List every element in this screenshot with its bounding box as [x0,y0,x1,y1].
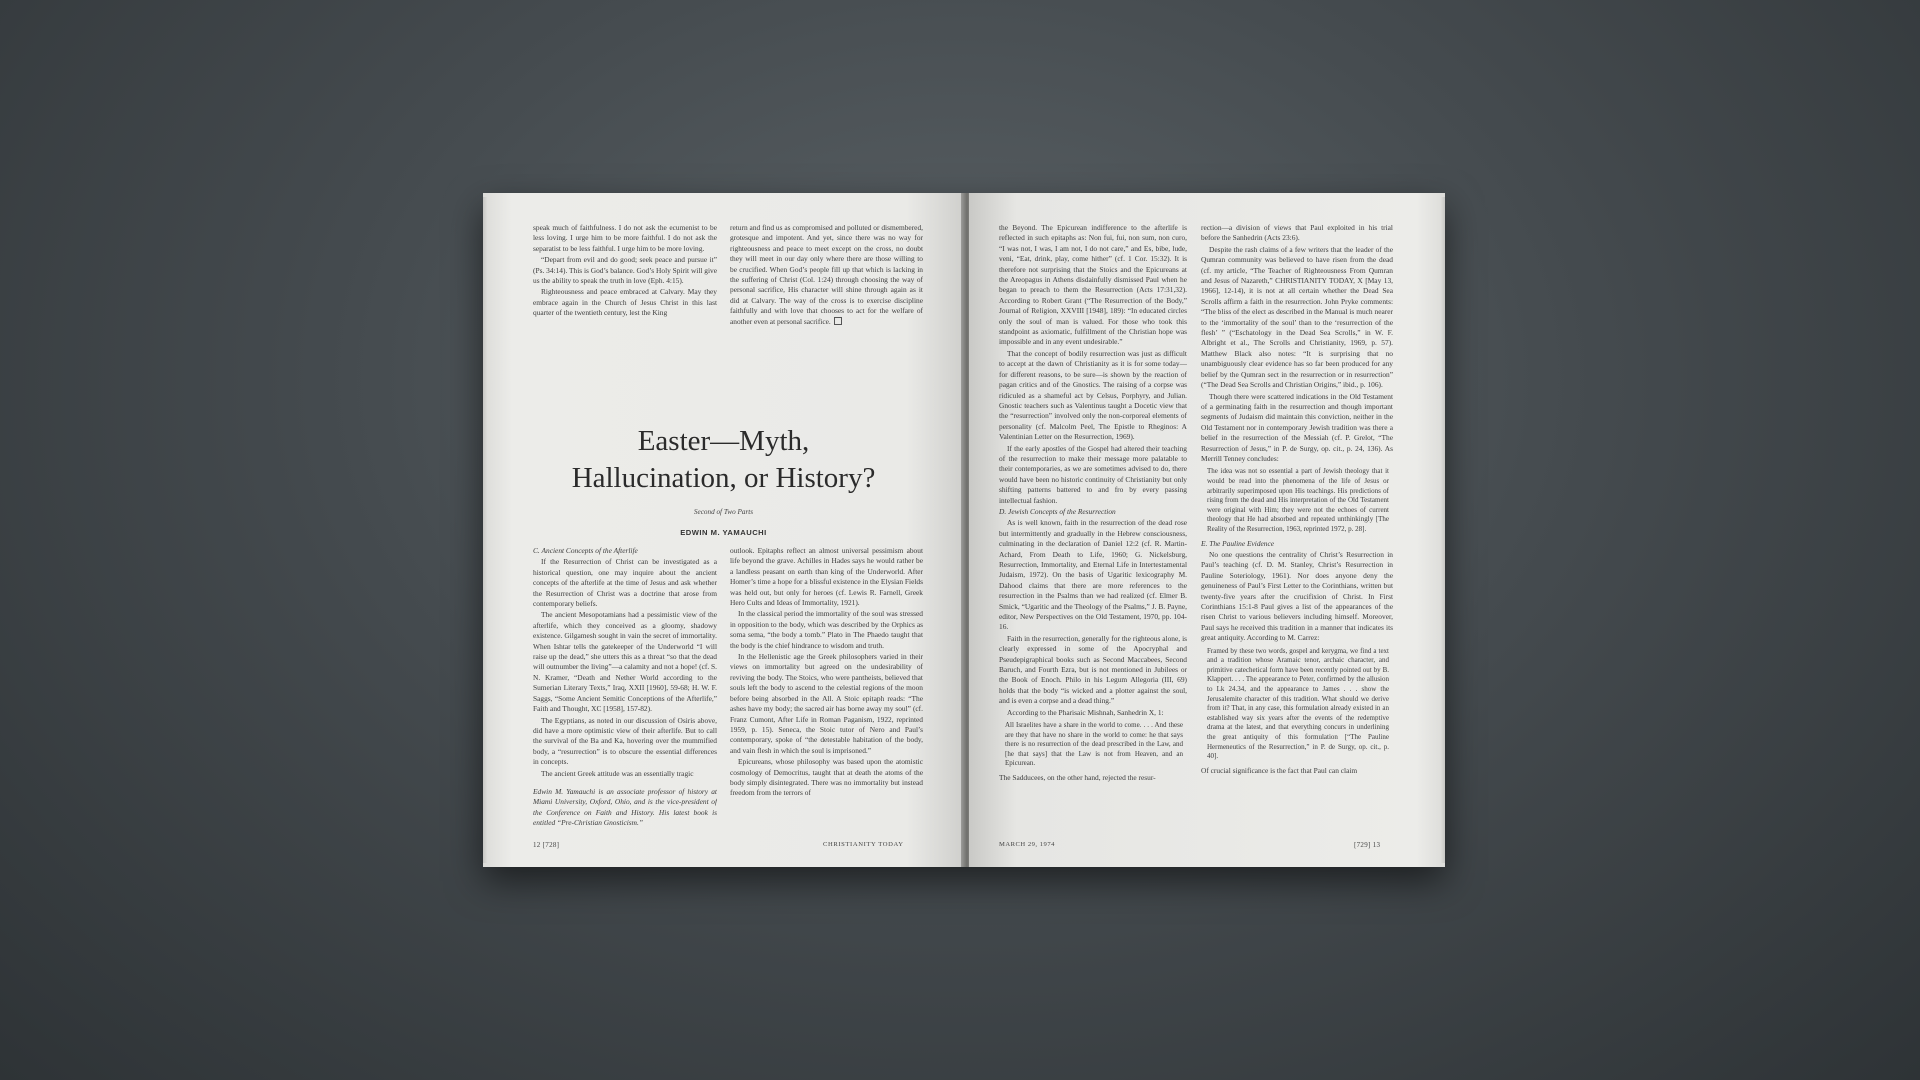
block-quote: All Israelites have a share in the world to come. . . . And these are they that have no share in the world to come: he that says there is no resurrection of the dead prescribed in the Law, and [he that says] that the Law is not from Heaven, and an Epicurean. [1005,721,1183,768]
left-page [483,193,964,867]
end-mark-icon [834,317,842,325]
folio-publication: CHRISTIANITY TODAY [823,841,904,848]
right-page [969,193,1445,867]
paragraph: “Depart from evil and do good; seek peace and pursue it” (Ps. 34:14). This is God’s balance. God’s Holy Spirit will give us the ability to speak the truth in love (Eph. 4:15). [533,255,717,286]
paragraph: outlook. Epitaphs reflect an almost universal pessimism about life beyond the grave. Achilles in Hades says he would rather be a landless peasant on earth than king of the Underworld. After Homer’s time a hope for a blissful existence in the Elysian Fields was held out, but only for heroes (cf. Lewis R. Farnell, Greek Hero Cults and Ideas of Immortality, 1921). [730,546,923,608]
paragraph: If the early apostles of the Gospel had altered their teaching of the resurrection to make their message more palatable to their contemporaries, as we are sometimes advised to do, there would have been no historic continuity of Christianity but only shifting patterns battered to and fro by every passing intellectual fashion. [999,443,1187,505]
paragraph: The Egyptians, as noted in our discussion of Osiris above, did have a more optimistic view of their afterlife. But to call the survival of the Ba and Ka, hovering over the mummified body, a “resurrection” is to obscure the essential differences in concepts. [533,715,717,767]
left-top-column-1 [533,223,717,348]
paragraph: the Beyond. The Epicurean indifference to the afterlife is reflected in such epitaphs as: Non fui, fui, non sum, non curo, “I was not, I was, I am not, I do not care,” and Es, bibe, lude, veni, “Eat, drink, play, come hither” (cf. 1 Cor. 15:32). It is therefore not surprising that the Stoics and the Epicureans at the Areopagus in Athens disdainfully dismissed Paul when he began to preach to them the Resurrection (Acts 17:31,32). According to Robert Grant (“The Resurrection of the Body,” Journal of Religion, XXVIII [1948], 189): “In educated circles only the soul of man is valued. For those who took this standpoint as axiomatic, fulfillment of the Christian hope was impossible and in any event undesirable.” [999,223,1187,347]
section-heading: D. Jewish Concepts of the Resurrection [999,506,1116,516]
left-top-column-2 [730,223,923,348]
left-body-column-1 [533,546,717,836]
block-quote: The idea was not so essential a part of Jewish theology that it would be read into the phenomena of the life of Jesus or arbitrarily superimposed upon His teachings. His predictions of rising from the dead and His interpretation of the Old Testament were original with Him; they were not the echoes of current theology that He had absorbed and repeated unthinkingly [The Reality of the Resurrection, 1963, reprinted 1972, p. 28]. [1207,467,1389,533]
paragraph: Righteousness and peace embraced at Calvary. May they embrace again in the Church of Jesus Christ in this last quarter of the twentieth century, lest the King [533,287,717,318]
title-line-1: Easter—Myth, [637,425,810,457]
paragraph: Faith in the resurrection, generally for the righteous alone, is clearly expressed in some of the Apocryphal and Pseudepigraphical books such as Second Maccabees, Second Baruch, and Fourth Ezra, but is not mentioned in Jubilees or the Book of Enoch. Philo in his Legum Allegoria (III, 69) holds that the body “is wicked and a plotter against the soul, and is even a corpse and a dead thing.” [999,633,1187,706]
article-subtitle: Second of Two Parts [693,508,754,516]
folio-page-number: [729] 13 [1354,841,1381,849]
paragraph: That the concept of bodily resurrection was just as difficult to accept at the dawn of Christianity as it is for some today—for different reasons, to be sure—is shown by the reaction of pagan critics and of the Gnostics. The raising of a corpse was ridiculed as a shameful act by Celsus, Porphyry, and Julian. Gnostic teachers such as Valentinus taught a Docetic view that the “resurrection” involved only the non-corporeal elements of personality (cf. Malcolm Peel, The Epistle to Rheginos: A Valentinian Letter on the Resurrection, 1969). [999,348,1187,442]
left-body-column-2 [730,546,923,836]
section-heading: E. The Pauline Evidence [1201,538,1275,548]
folio-page-number: 12 [728] [533,841,560,849]
paragraph: Of crucial significance is the fact that Paul can claim [1201,765,1358,775]
paragraph: The Sadducees, on the other hand, rejected the resur- [999,773,1156,783]
author-bio: Edwin M. Yamauchi is an associate professor of history at Miami University, Oxford, Ohio, and is the vice-president of the Conference on Faith and History. His latest book is entitled “Pre-Christian Gnosticism.” [533,786,717,828]
paragraph: Though there were scattered indications in the Old Testament of a germinating faith in the resurrection and though important segments of Judaism did maintain this conviction, neither in the Old Testament nor in contemporary Jewish tradition was there a belief in the resurrection of the Messiah (cf. P. Grelot, “The Resurrection of Jesus,” in P. de Surgy, op. cit., p. 24, 136). As Merrill Tenney concludes: [1201,391,1393,463]
paragraph: return and find us as compromised and polluted or dismembered, grotesque and impotent. And yet, since there was no way for righteousness and peace to meet except on the cross, no doubt they will meet in our day only where there are those willing to be crucified. When God’s people fill up that which is lacking in the suffering of Christ (Col. 1:24) through choosing the way of personal sacrifice, His character will shine through again as it did at Calvary. The way of the cross is to exercise discipline faithfully and with love that chooses to act for the welfare of another even at personal sacrifice. [730,223,923,326]
paragraph: Despite the rash claims of a few writers that the leader of the Qumran community was believed to have risen from the dead (cf. my article, “The Teacher of Righteousness From Qumran and Jesus of Nazareth,” CHRISTIANITY TODAY, X [May 13, 1966], 12-14), it is not at all certain whether the Dead Sea Scrolls affirm a faith in the resurrection. John Pryke comments: “The bliss of the elect as described in the Manual is much nearer to the ‘immortality of the soul’ than to the ‘resurrection of the flesh’ ” (“Eschatology in the Dead Sea Scrolls,” in W. F. Albright et al., The Scrolls and Christianity, 1969, p. 57). Matthew Black also notes: “It is surprising that no unambiguously clear evidence has so far been produced for any belief by the Qumran sect in the resurrection or in resurrection” (“The Dead Sea Scrolls and Christian Origins,” ibid., p. 106). [1201,244,1393,390]
paragraph: rection—a division of views that Paul exploited in his trial before the Sanhedrin (Acts 23:6). [1201,223,1393,243]
magazine-spread [483,193,1445,867]
paragraph: If the Resurrection of Christ can be investigated as a historical question, one may inquire about the ancient concepts of the afterlife at the time of Jesus and ask whether the Resurrection of Christ was a doctrine that arose from contemporary beliefs. [533,557,717,609]
section-heading: C. Ancient Concepts of the Afterlife [533,546,638,555]
right-column-1 [999,223,1187,836]
paragraph: According to the Pharisaic Mishnah, Sanhedrin X, 1: [1007,707,1164,717]
article-title [523,423,924,497]
paragraph: speak much of faithfulness. I do not ask the ecumenist to be less loving. I urge him to be more faithful. I do not ask the separatist to be less faithful. I urge him to be more loving. [533,223,717,253]
paragraph: No one questions the centrality of Christ’s Resurrection in Paul’s teaching (cf. D. M. Stanley, Christ’s Resurrection in Pauline Soteriology, 1961). Nor does anyone deny the genuineness of Paul’s First Letter to the Corinthians, written but twenty-five years after the crucifixion of Christ. In First Corinthians 15:1-8 Paul gives a list of the appearances of the risen Christ to various believers including himself. Moreover, Paul says he received this tradition in a manner that indicates its great antiquity. According to M. Carrez: [1201,549,1393,643]
byline: EDWIN M. YAMAUCHI [680,528,767,537]
paragraph: In the classical period the immortality of the soul was stressed in opposition to the body, which was described by the Orphics as soma sema, “the body a tomb.” Plato in The Phaedo taught that the body is the chief hindrance to wisdom and truth. [730,609,923,650]
paragraph: In the Hellenistic age the Greek philosophers varied in their views on immortality but agreed on the undesirability of reviving the body. The Stoics, who were pantheists, believed that souls left the body to ascend to the celestial regions of the moon before being absorbed in the All. A Stoic epitaph reads: “The ashes have my body; the sacred air has borne away my soul” (cf. Franz Cumont, After Life in Roman Paganism, 1922, reprinted 1959, p. 15). Seneca, the Stoic tutor of Nero and Paul’s contemporary, spoke of “the detestable habitation of the body, and vain flesh in which the soul is imprisoned.” [730,652,923,755]
folio-date: MARCH 29, 1974 [999,841,1055,848]
block-quote: Framed by these two words, gospel and kerygma, we find a text and a tradition whose Aramaic tenor, archaic character, and primitive catechetical form have been recently pointed out by B. Klappert. . . . The appearance to Peter, confirmed by the allusion to Lk 24.34, and the appearance to James . . . show the Jerusalemite character of this tradition. What should we derive from it? That, in any case, this formulation already existed in an established way six years after the events of the redemptive drama at the latest, and that everything concurs in underlining the great antiquity of this formulation [“The Pauline Hermeneutics of the Resurrection,” in P. de Surgy, op. cit., p. 40]. [1207,646,1389,761]
title-line-2: Hallucination, or History? [571,462,876,494]
paragraph: The ancient Greek attitude was an essentially tragic [541,768,694,778]
paragraph: Epicureans, whose philosophy was based upon the atomistic cosmology of Democritus, taught that at death the atoms of the body simply disintegrated. There was no immortality but instead freedom from the terrors of [730,757,923,798]
paragraph: As is well known, faith in the resurrection of the dead rose but intermittently and gradually in the Hebrew consciousness, culminating in the declaration of Daniel 12:2 (cf. R. Martin-Achard, From Death to Life, 1960; G. Nickelsburg, Resurrection, Immortality, and Eternal Life in Intertestamental Judaism, 1972). On the basis of Ugaritic lexicography M. Dahood claims that there are more references to the resurrection in the Psalms than we had realized (cf. Elmer B. Smick, “Ugaritic and the Theology of the Psalms,” J. B. Payne, editor, New Perspectives on the Old Testament, 1970, pp. 104-16. [999,518,1187,632]
right-column-2 [1201,223,1393,836]
paragraph: The ancient Mesopotamians had a pessimistic view of the afterlife, which they conceived as a gloomy, shadowy existence. Gilgamesh sought in vain the secret of immortality. When Ishtar tells the gatekeeper of the Underworld “I will raise up the dead,” she utters this as a threat “so that the dead will outnumber the living”—a calamity and not a hope! (cf. S. N. Kramer, “Death and Nether World according to the Sumerian Literary Texts,” Iraq, XXII [1960], 59-68; H. W. F. Saggs, “Some Ancient Semitic Conceptions of the Afterlife,” Faith and Thought, XC [1958], 157-82). [533,610,717,714]
